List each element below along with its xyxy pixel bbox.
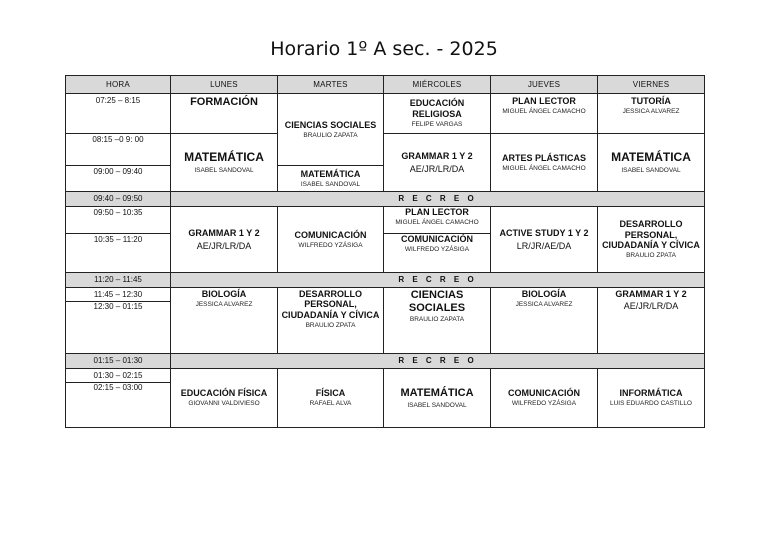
teacher-label: MIGUEL ÁNGEL CAMACHO	[502, 164, 586, 172]
teacher-label: WILFREDO YZÁSIGA	[298, 241, 363, 249]
subject-label: MATEMÁTICA	[300, 168, 361, 179]
time-cell: 01:15 – 01:30	[66, 354, 171, 369]
subject-label: BIOLOGÍA	[201, 289, 247, 299]
teacher-label: ISABEL SANDOVAL	[407, 401, 467, 409]
subject-label: PLAN LECTOR	[405, 207, 469, 217]
subject-label: FÍSICA	[315, 388, 346, 399]
subject-label: ACTIVE STUDY 1 Y 2	[499, 228, 589, 239]
time-cell: 09:50 – 10:35	[66, 207, 171, 234]
time-cell: 07:25 – 8:15	[66, 94, 171, 134]
cell-martes-matematica	[278, 166, 384, 192]
recreo-label: R E C R E O	[171, 192, 705, 207]
group-label: LR/JR/AE/DA	[516, 240, 572, 251]
subject-label: ARTES PLÁSTICAS	[501, 152, 586, 163]
cell-miercoles-religion	[384, 94, 491, 134]
cell-viernes-tutoria	[598, 94, 705, 134]
cell-viernes-desarrollo-personal	[598, 207, 705, 273]
teacher-label: GIOVANNI VALDIVIESO	[188, 400, 260, 408]
subject-label: GRAMMAR 1 Y 2	[188, 228, 260, 239]
time-cell: 01:30 – 02:15	[66, 369, 171, 383]
schedule-table	[65, 75, 705, 428]
cell-viernes-grammar	[598, 288, 705, 354]
recreo-row	[66, 354, 705, 369]
cell-martes-ciencias-sociales	[278, 94, 384, 166]
subject-label: GRAMMAR 1 Y 2	[401, 151, 473, 162]
subject-label: CIENCIAS SOCIALES	[284, 119, 377, 130]
teacher-label: BRAULIO ZPATA	[305, 322, 356, 330]
table-row	[66, 134, 705, 166]
recreo-label: R E C R E O	[171, 273, 705, 288]
cell-jueves-comunicacion	[491, 369, 598, 428]
table-row	[66, 207, 705, 234]
teacher-label: MIGUEL ÁNGEL CAMACHO	[502, 108, 586, 116]
subject-label: DESARROLLO	[619, 219, 683, 230]
teacher-label: MIGUEL ÁNGEL CAMACHO	[395, 219, 479, 227]
group-label: AE/JR/LR/DA	[196, 240, 252, 251]
subject-label: GRAMMAR 1 Y 2	[615, 289, 687, 299]
group-label: AE/JR/LR/DA	[409, 163, 465, 174]
recreo-label: R E C R E O	[171, 354, 705, 369]
cell-lunes-formacion	[171, 94, 278, 134]
cell-miercoles-ciencias-sociales	[384, 288, 491, 354]
table-row	[66, 94, 705, 134]
subject-label: PLAN LECTOR	[512, 96, 576, 106]
teacher-label: WILFREDO YZÁSIGA	[404, 246, 470, 254]
cell-lunes-matematica	[171, 134, 278, 192]
teacher-label: FELIPE VARGAS	[411, 121, 463, 129]
table-row	[66, 369, 705, 383]
teacher-label: ISABEL SANDOVAL	[194, 166, 254, 174]
subject-label: CIENCIAS	[410, 289, 464, 301]
table-row	[66, 288, 705, 302]
cell-martes-fisica	[278, 369, 384, 428]
cell-jueves-active-study	[491, 207, 598, 273]
teacher-label: JESSICA ALVAREZ	[515, 301, 573, 309]
cell-lunes-grammar	[171, 207, 278, 273]
cell-miercoles-matematica	[384, 369, 491, 428]
subject-label: CIUDADANÍA Y CÍVICA	[602, 239, 700, 250]
teacher-label: BRAULIO ZPATA	[626, 252, 676, 260]
teacher-label: JESSICA ALVAREZ	[195, 301, 253, 309]
teacher-label: BRAULIO ZAPATA	[409, 316, 465, 324]
subject-label: CIUDADANÍA Y CÍVICA	[281, 309, 380, 320]
time-cell: 08:15 –0 9: 00	[66, 134, 171, 166]
time-cell: 12:30 – 01:15	[66, 302, 171, 354]
subject-label: COMUNICACIÓN	[508, 388, 580, 399]
cell-miercoles-grammar	[384, 134, 491, 192]
cell-lunes-educacion-fisica	[171, 369, 278, 428]
header-lunes: LUNES	[171, 76, 278, 94]
subject-label: MATEMÁTICA	[184, 149, 264, 164]
cell-jueves-plan-lector	[491, 94, 598, 134]
subject-label: COMUNICACIÓN	[294, 229, 367, 240]
time-cell: 02:15 – 03:00	[66, 383, 171, 428]
subject-label: SOCIALES	[408, 301, 466, 314]
page-title: Horario 1º A sec. - 2025	[270, 38, 498, 60]
subject-label: EDUCACIÓN FÍSICA	[180, 388, 268, 399]
time-cell: 10:35 – 11:20	[66, 234, 171, 273]
cell-miercoles-comunicacion	[384, 234, 491, 273]
cell-lunes-biologia	[171, 288, 278, 354]
subject-label: MATEMÁTICA	[611, 149, 691, 164]
header-miercoles: MIÉRCOLES	[384, 76, 491, 94]
cell-martes-desarrollo-personal	[278, 288, 384, 354]
subject-label: COMUNICACIÓN	[401, 234, 473, 244]
teacher-label: BRAULIO ZAPATA	[303, 131, 358, 139]
subject-label: PERSONAL,	[304, 299, 357, 310]
cell-viernes-informatica	[598, 369, 705, 428]
group-label: AE/JR/LR/DA	[623, 301, 679, 312]
header-row	[66, 76, 705, 94]
time-cell: 11:45 – 12:30	[66, 288, 171, 302]
subject-label: EDUCACIÓN	[409, 98, 465, 109]
teacher-label: LUIS EDUARDO CASTILLO	[610, 400, 692, 408]
cell-miercoles-plan-lector	[384, 207, 491, 234]
header-hora: HORA	[66, 76, 171, 94]
header-viernes: VIERNES	[598, 76, 705, 94]
teacher-label: JESSICA ALVAREZ	[622, 108, 680, 116]
cell-martes-comunicacion	[278, 207, 384, 273]
header-jueves: JUEVES	[491, 76, 598, 94]
subject-label: INFORMÁTICA	[619, 388, 683, 399]
subject-label: PERSONAL,	[624, 229, 678, 240]
subject-label: MATEMÁTICA	[400, 386, 474, 399]
teacher-label: WILFREDO YZÁSIGA	[511, 400, 577, 408]
teacher-label: ISABEL SANDOVAL	[300, 180, 361, 188]
subject-label: BIOLOGÍA	[521, 289, 567, 299]
subject-label: DESARROLLO	[299, 289, 362, 299]
subject-label: FORMACIÓN	[190, 96, 258, 108]
header-martes: MARTES	[278, 76, 384, 94]
time-cell: 11:20 – 11:45	[66, 273, 171, 288]
teacher-label: ISABEL SANDOVAL	[621, 166, 681, 174]
subject-label: TUTORÍA	[631, 96, 671, 106]
subject-label: RELIGIOSA	[412, 108, 462, 119]
recreo-row	[66, 273, 705, 288]
time-cell: 09:00 – 09:40	[66, 166, 171, 192]
recreo-row	[66, 192, 705, 207]
cell-viernes-matematica	[598, 134, 705, 192]
time-cell: 09:40 – 09:50	[66, 192, 171, 207]
cell-jueves-artes-plasticas	[491, 134, 598, 192]
teacher-label: RAFAEL ALVA	[309, 400, 352, 408]
cell-jueves-biologia	[491, 288, 598, 354]
